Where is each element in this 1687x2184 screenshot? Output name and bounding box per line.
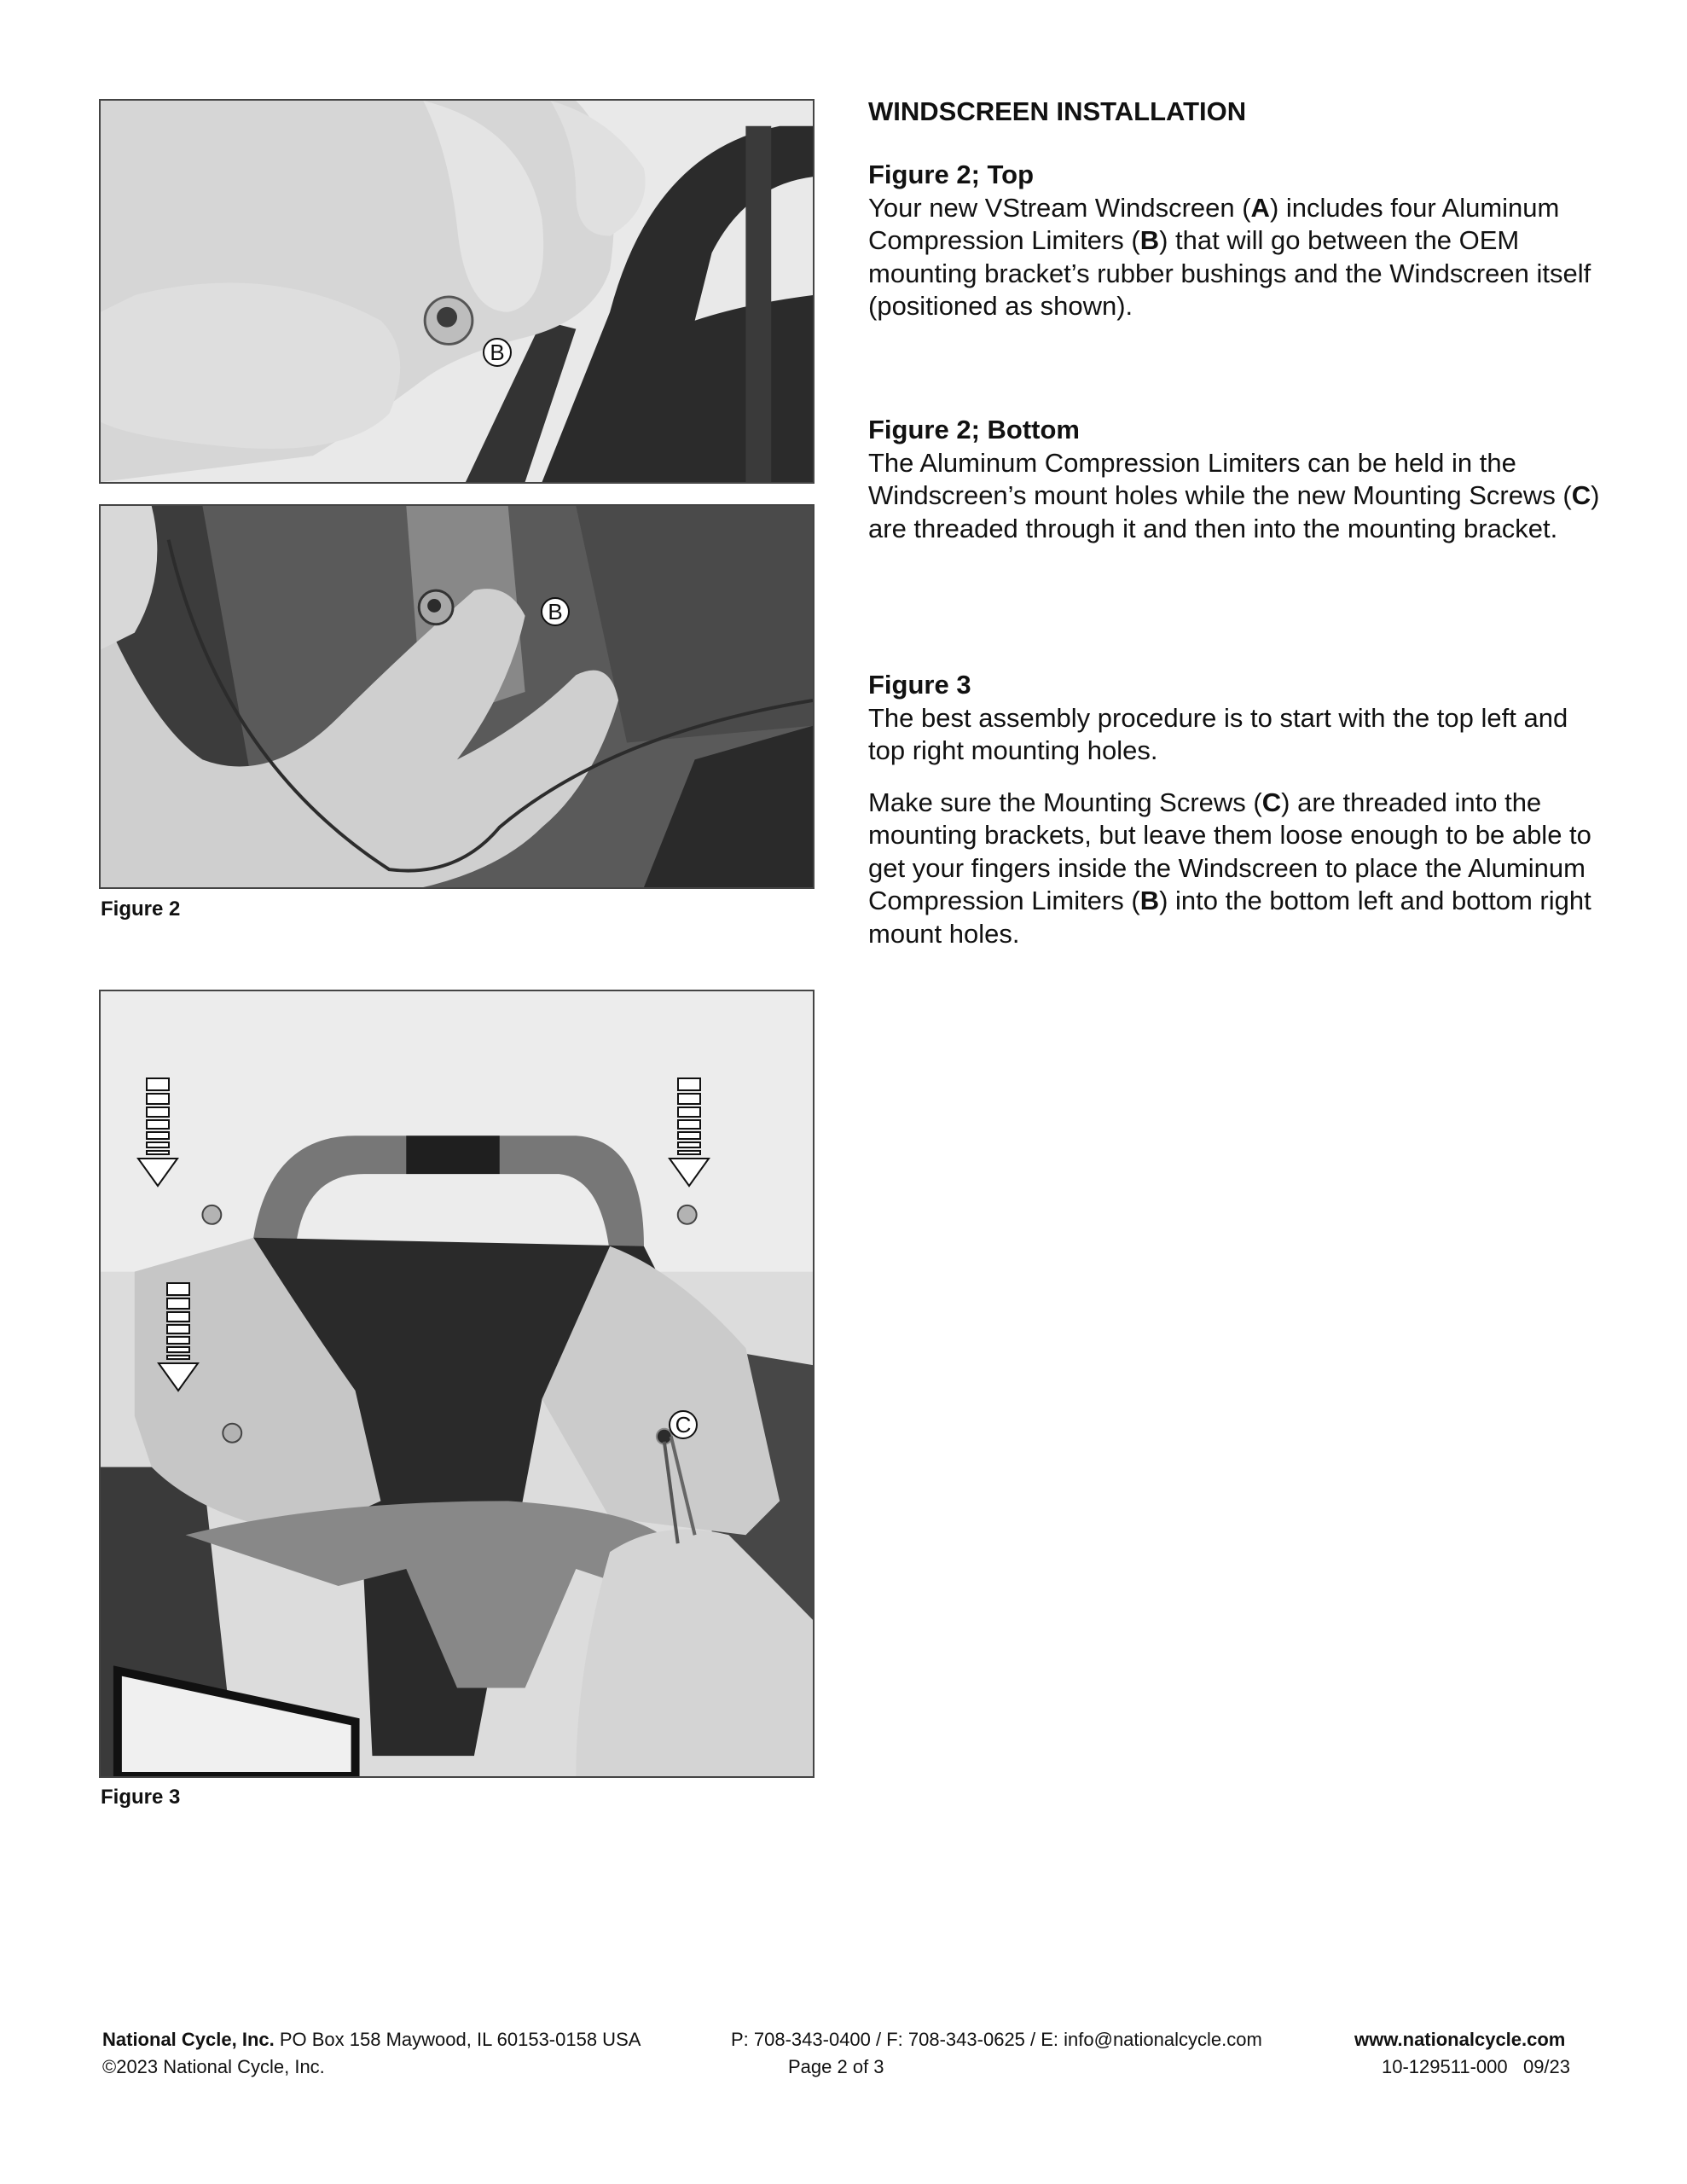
callout-c: C [669, 1410, 698, 1439]
figure-2-caption: Figure 2 [101, 897, 181, 921]
figure-2-bottom-photo [99, 504, 815, 889]
hand-holding-limiter-image [101, 101, 813, 482]
arrow-down-icon-bottom-left [157, 1281, 200, 1409]
callout-b: B [483, 338, 512, 367]
figure-3-caption: Figure 3 [101, 1786, 181, 1809]
company-name: National Cycle, Inc. [102, 2029, 275, 2050]
section-title: WINDSCREEN INSTALLATION [868, 96, 1247, 126]
instruction-heading: Figure 2; Top [868, 160, 1035, 189]
footer-copyright: ©2023 National Cycle, Inc. [102, 2056, 325, 2077]
instruction-paragraph: Make sure the Mounting Screws (C) are threaded into the mounting brackets, but leave them loose enough to be able to get your fingers inside the Windscreen to place the Aluminum Compression Limiters (B) into the bottom left and bottom right mount holes. [868, 787, 1591, 949]
arrow-down-icon-top-left [136, 1077, 179, 1205]
callout-b: B [541, 597, 570, 626]
instructions-column [868, 96, 1602, 129]
footer-contact: P: 708-343-0400 / F: 708-343-0625 / E: info@nationalcycle.com [731, 2029, 1262, 2050]
instruction-heading: Figure 2; Bottom [868, 415, 1080, 444]
instruction-block-fig2-bottom [868, 414, 1602, 545]
figure-2-top-photo [99, 99, 815, 484]
footer-address [102, 2029, 641, 2051]
arrow-down-icon-top-right [668, 1077, 710, 1205]
instruction-paragraph: The best assembly procedure is to start with the top left and top right mounting holes. [868, 702, 1568, 765]
document-number: 10-129511-000 09/23 [1382, 2056, 1571, 2077]
page-number: Page 2 of 3 [788, 2056, 884, 2077]
instruction-paragraph: Your new VStream Windscreen (A) includes four Aluminum Compression Limiters (B) that will go between the OEM mounting bracket’s rubber bushings and the Windscreen itself (positioned as shown). [868, 192, 1591, 321]
figure-3-photo [99, 990, 815, 1778]
instruction-block-fig3 [868, 669, 1602, 950]
company-address: PO Box 158 Maywood, IL 60153-0158 USA [279, 2029, 641, 2050]
footer-website-link[interactable]: www.nationalcycle.com [1354, 2029, 1566, 2050]
instruction-heading: Figure 3 [868, 670, 971, 700]
instruction-block-fig2-top [868, 159, 1602, 323]
hand-inside-windscreen-image [101, 506, 813, 887]
instruction-paragraph: The Aluminum Compression Limiters can be held in the Windscreen’s mount holes while the new Mounting Screws (C) are threaded through it and then into the mounting bracket. [868, 447, 1600, 543]
